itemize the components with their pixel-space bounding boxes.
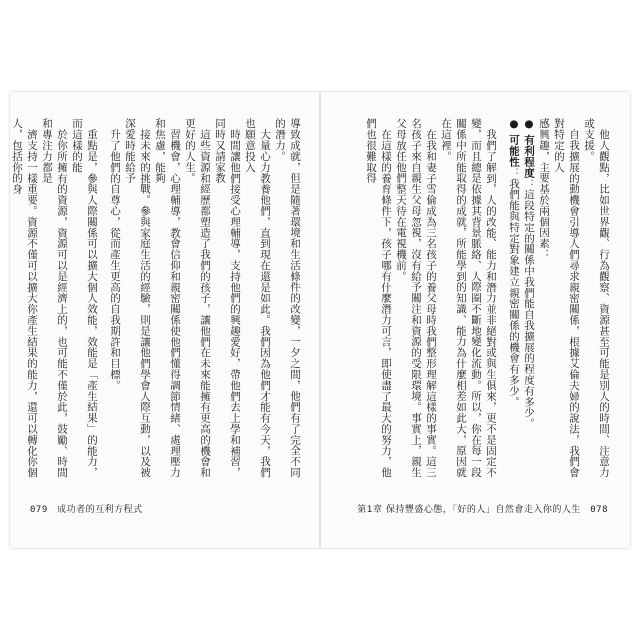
right-page-body [327, 118, 611, 478]
body-paragraph: 在我和妻子雪倫成為三名孩子的養父母時我們整形理解這樣的事實。這三名孩子來自親生父母忽視，沒有給予關注和資源的受限環境。事實上，親生父母放任他們整天待在電視機前。 [395, 118, 437, 478]
bullet-term: 可能性 [508, 134, 520, 168]
chapter-label: 第1章 [357, 505, 383, 515]
body-paragraph: 大量心力教養他們，直到現在還是如此。我們因為他們才能有今天，我們也願意投入 [244, 118, 271, 478]
body-paragraph: 於你所擁有的資源，資源可以是經濟上的，也可能不僅於此，鼓勵、時間和專注力都是 [41, 118, 68, 478]
running-title: 成功者的互利方程式 [57, 505, 143, 515]
body-paragraph: 感興趣，主要基於兩個因素： [538, 118, 550, 260]
running-title: 保持豐盛心態，「好的人」自然會走入你的人生 [385, 505, 581, 515]
body-paragraph: 導致成就，但是隨著環境和生活條件的改變，一夕之間，他們有了完全不同的潛力。 [274, 118, 301, 478]
body-paragraph: 接未來的挑戰。參與家庭生活的經驗，則是讓他們學會人際互動，以及被深愛時能給予 [124, 118, 151, 478]
bullet-text: 這段特定的關係中我們能自我擴展的程度有多少。 [523, 188, 535, 429]
body-paragraph: 濟支持一樣重要。資源不僅可以擴大你產生結果的能力，還可以轉化你個人，包括你的身 [11, 118, 38, 478]
bullet-item-favorability: ● 有利程度：這段特定的關係中我們能自我擴展的程度有多少。 [523, 118, 535, 429]
bullet-icon: ● [523, 118, 535, 135]
left-page [10, 92, 319, 548]
page-number: 079 [30, 505, 48, 515]
body-paragraph: 自我擴展的動機會引導人們尋求親密關係，根據艾倫夫婦的說法，我們會對特定的人 [553, 118, 580, 478]
body-paragraph: 升了他們的自尊心，從而產生更高的自我期許和目標。 [109, 128, 121, 391]
body-paragraph: 重點是，參與人際關係可以擴大個人效能，效能是「產生結果」的能力，而這樣的能 [71, 118, 98, 478]
book-spread [10, 92, 630, 548]
bullet-text: 我們能與特定對象建立親密關係的機會有多少。 [508, 178, 520, 407]
body-paragraph: 我們了解到，人的改能、能力和潛力並非絕對或與生俱來，更不是固定不變，而且總是依據其背景脈絡、人際圈不斷地變化流動。所以，你在每一段關係中所能取得的成就，所能學到的知識、能力為什麼相差如此大，原因就在這裡。 [440, 118, 497, 478]
bullet-term: 有利程度 [523, 134, 535, 179]
body-paragraph: 習機會，心理輔導，教會信仰和親密關係使他們懂得調節情緒、處理壓力和焦慮，能夠 [154, 118, 181, 478]
body-paragraph: 他人觀點，比如世界觀、行為觀察、資源甚至可能是別人的時間、注意力或支援。 [583, 118, 610, 478]
bullet-item-possibility: ● 可能性：我們能與特定對象建立親密關係的機會有多少。 [508, 118, 520, 407]
body-paragraph: 在這樣的養育條件下，孩子哪有什麼潛力可言，即使盡了最大的努力，他們也很難取得 [365, 118, 392, 478]
right-page [321, 92, 630, 548]
right-page-footer [357, 502, 608, 515]
body-paragraph: 時間讓他們接受心理輔導，支持他們的興趣愛好，帶他們去上學和補習，同時又請家教 [214, 118, 241, 478]
page-number: 078 [590, 505, 608, 515]
bullet-icon: ● [508, 118, 520, 135]
body-paragraph: 這些資源和經歷都塑造了我們的孩子，讓他們在未來能擁有更高的機會和更好的人生。 [184, 118, 211, 478]
left-page-body [11, 118, 302, 478]
left-page-footer [30, 502, 143, 515]
